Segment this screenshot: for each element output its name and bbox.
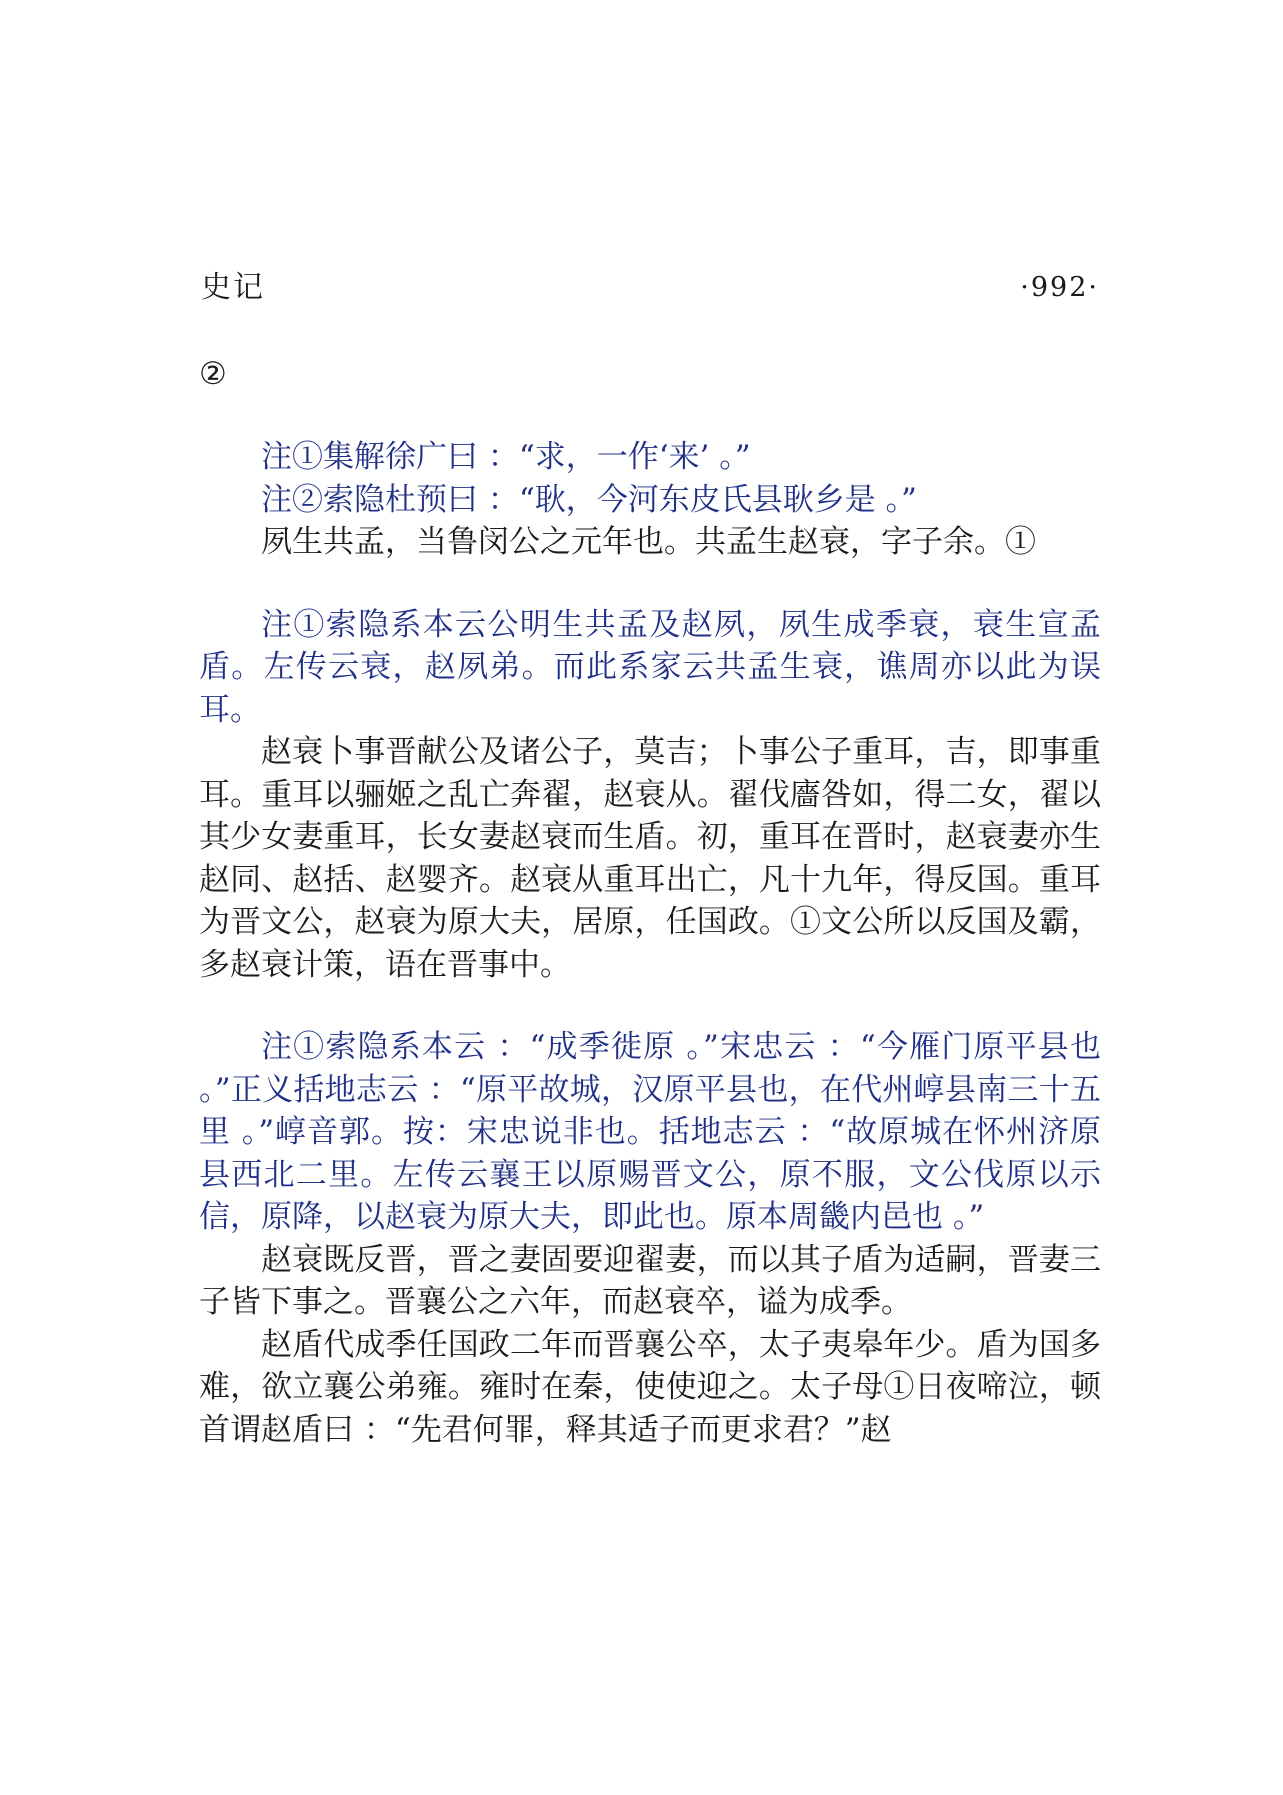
spacer	[199, 986, 1101, 1026]
page-body	[199, 352, 1101, 1451]
page-number: ·992·	[1020, 272, 1099, 303]
body-paragraph: 赵衰卜事晋献公及诸公子，莫吉；卜事公子重耳，吉，即事重耳。重耳以骊姬之乱亡奔翟，赵衰从。翟伐廧咎如，得二女，翟以其少女妻重耳，长女妻赵衰而生盾。初，重耳在晋时，赵衰妻亦生赵同、赵括、赵婴齐。赵衰从重耳出亡，凡十九年，得反国。重耳为晋文公，赵衰为原大夫，居原，任国政。①文公所以反国及霸，多赵衰计策，语在晋事中。	[199, 734, 1101, 983]
book-title: 史记	[201, 270, 265, 305]
body-paragraph: 赵衰既反晋，晋之妻固要迎翟妻，而以其子盾为适嗣，晋妻三子皆下事之。晋襄公之六年，而赵衰卒，谥为成季。	[199, 1241, 1101, 1320]
body-paragraph: 赵盾代成季任国政二年而晋襄公卒，太子夷皋年少。盾为国多难，欲立襄公弟雍。雍时在秦，使使迎之。太子母①日夜啼泣，顿首谓赵盾曰 ：“先君何罪，释其适子而更求君？”赵	[199, 1326, 1101, 1448]
spacer	[199, 564, 1101, 604]
body-paragraph: 夙生共孟，当鲁闵公之元年也。共孟生赵衰，字子余。①	[261, 524, 1036, 560]
annotation-paragraph: 注②索隐杜预曰 ：“耿，今河东皮氏县耿乡是 。”	[261, 481, 917, 518]
annotation-paragraph: 注①索隐系本云 ：“成季徙原 。”宋忠云 ：“今雁门原平县也 。”正义括地志云 ：“原平故城，汉原平县也，在代州崞县南三十五里 。”崞音郭。按：宋忠说非也。括地志云 ：“故原城在怀州济原县西北二里。左传云襄王以原赐晋文公，原不服，文公伐原以示信，原降，以赵衰为原大夫，即此也。原本周畿内邑也 。”	[199, 1029, 1101, 1235]
footnote-marker: ②	[199, 356, 227, 392]
annotation-paragraph: 注①集解徐广曰 ：“求，一作‘来’ 。”	[261, 439, 751, 475]
page-header	[201, 268, 1099, 308]
annotation-paragraph: 注①索隐系本云公明生共孟及赵夙，夙生成季衰，衰生宣孟盾。左传云衰，赵夙弟。而此系家云共孟生衰，谯周亦以此为误耳。	[199, 606, 1101, 728]
spacer	[199, 396, 1101, 436]
